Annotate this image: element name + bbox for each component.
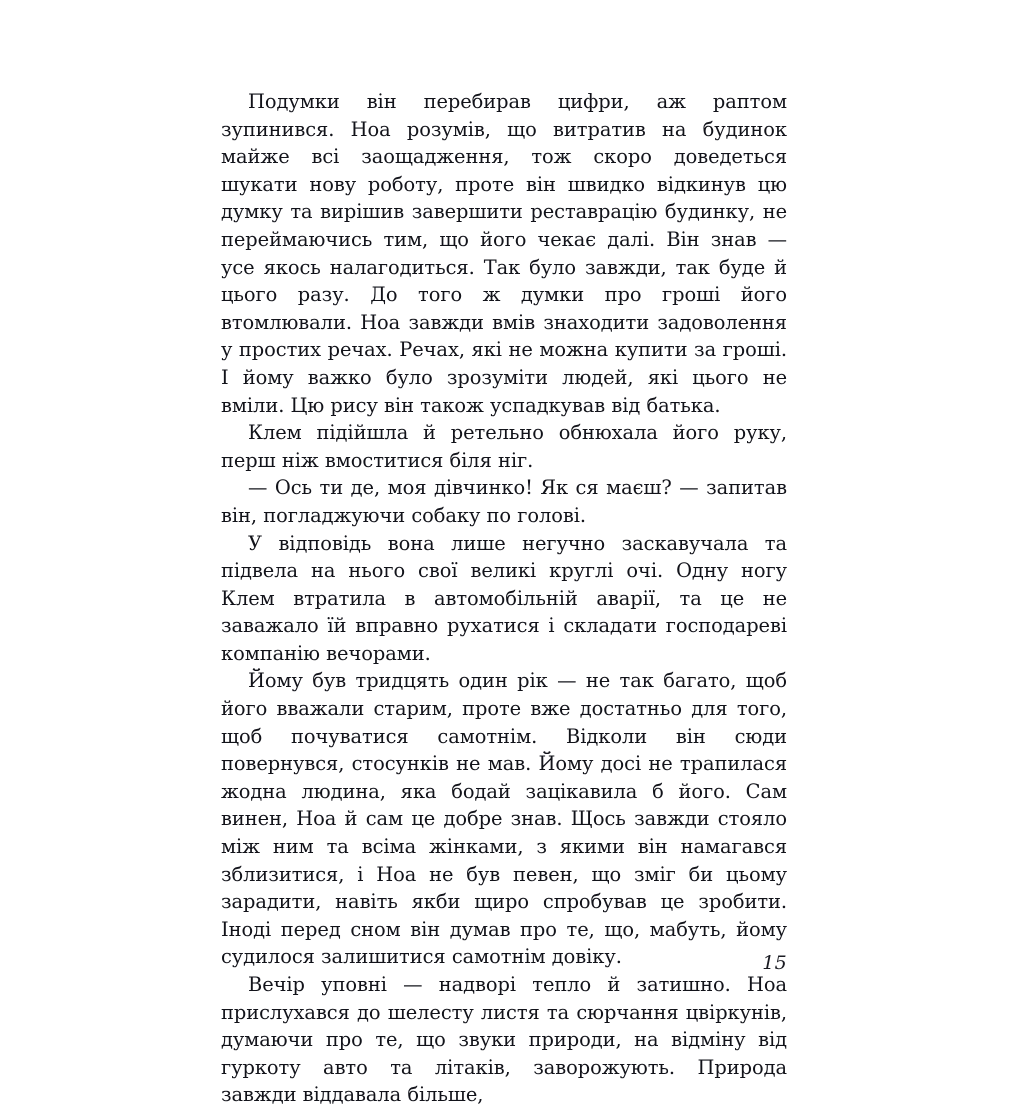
paragraph: Клем підійшла й ретельно обнюхала його руку, перш ніж вмоститися біля ніг. bbox=[221, 421, 787, 472]
paragraph: Йому був тридцять один рік — не так багато, щоб його вважали старим, проте вже достатньо для того, щоб почуватися самотнім. Відколи він сюди повернувся, стосунків не мав. Йому досі не трапилася жодна людина, яка бодай зацікавила б його. Сам винен, Ноа й сам це добре знав. Щось завжди стояло між ним та всіма жінками, з якими він намагався зблизитися, і Ноа не був певен, що зміг би цьому зарадити, навіть якби щиро спробував це зробити. Іноді перед сном він думав про те, що, мабуть, йому судилося залишитися самотнім довіку. bbox=[221, 669, 787, 969]
paragraph: Подумки він перебирав цифри, аж раптом зупинився. Ноа розумів, що витратив на будинок майже всі заощадження, тож скоро доведеться шукати нову роботу, проте він швидко відкинув цю думку та вирішив завершити реставрацію будинку, не переймаючись тим, що його чекає далі. Він знав — усе якось налагодиться. Так було завжди, так буде й цього разу. До того ж думки про гроші його втомлювали. Ноа завжди вмів знаходити задоволення у простих речах. Речах, які не можна купити за гроші. І йому важко було зрозуміти людей, які цього не вміли. Цю рису він також успадкував від батька. bbox=[221, 90, 787, 417]
paragraph: — Ось ти де, моя дівчинко! Як ся маєш? — запитав він, погладжуючи собаку по голові. bbox=[221, 476, 787, 527]
paragraph: У відповідь вона лише негучно заскавучала та підвела на нього свої великі круглі очі. Одну ногу Клем втратила в автомобільній аварії, та це не заважало їй вправно рухатися і складати господареві компанію вечорами. bbox=[221, 531, 787, 665]
page-number: 15 bbox=[762, 952, 787, 974]
paragraph: Вечір уповні — надворі тепло й затишно. Ноа прислухався до шелесту листя та сюрчання цвіркунів, думаючи про те, що звуки природи, на відміну від гуркоту авто та літаків, заворожують. Природа завжди віддавала більше, bbox=[221, 973, 787, 1107]
